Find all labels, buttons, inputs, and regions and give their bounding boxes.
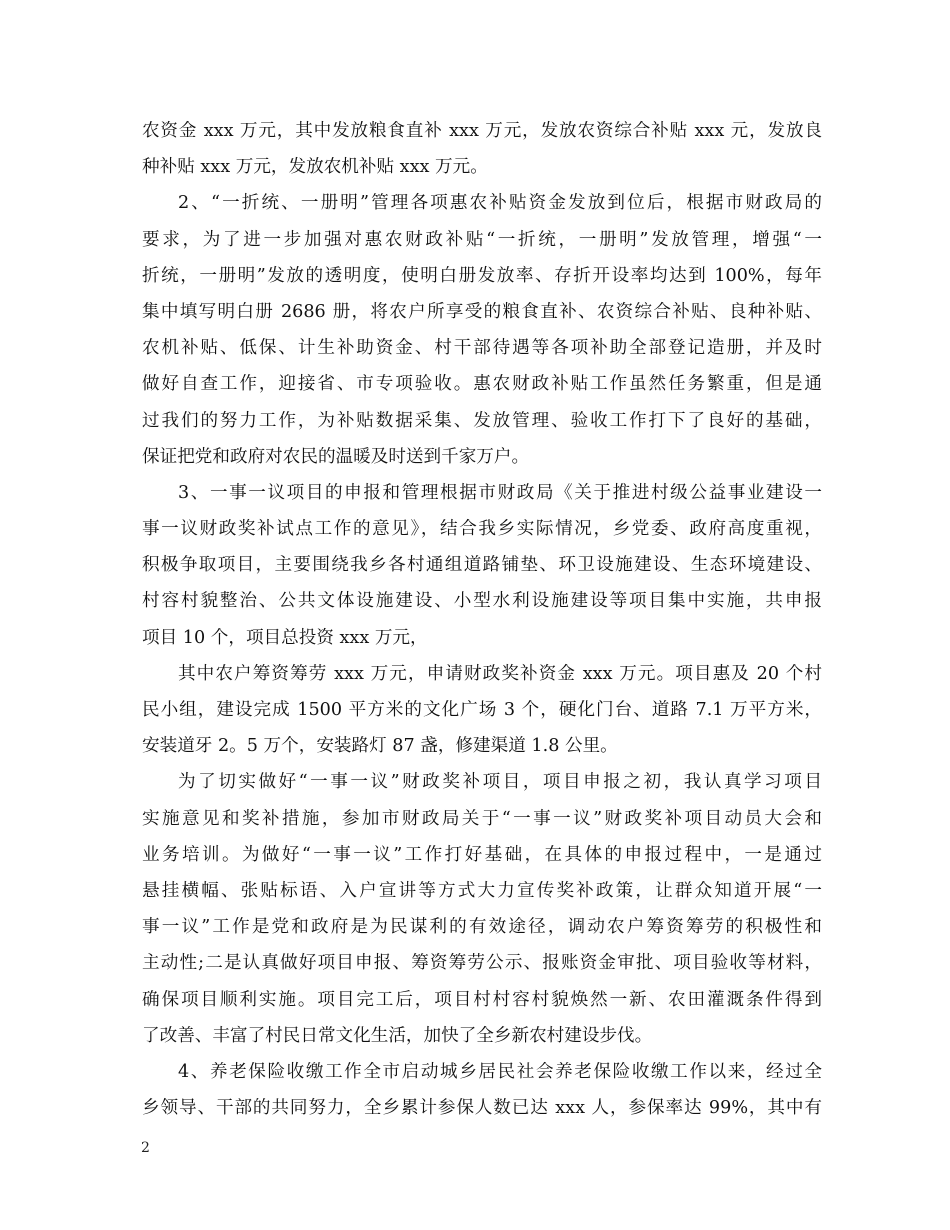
text-line: 为了切实做好“一事一议”财政奖补项目，项目申报之初，我认真学习项目 [178,772,822,793]
text-line: 2、“一折统、一册明”管理各项惠农补贴资金发放到位后，根据市财政局的 [178,193,822,214]
text-line: 实施意见和奖补措施，参加市财政局关于“一事一议”财政奖补项目动员大会和 [142,808,822,829]
document-body [142,113,822,1126]
text-line: 积极争取项目，主要围绕我乡各村通组道路铺垫、环卫设施建设、生态环境建设、 [142,555,822,576]
text-line: 了改善、丰富了村民日常文化生活，加快了全乡新农村建设步伐。 [142,1025,653,1046]
text-line: 要求，为了进一步加强对惠农财政补贴“一折统，一册明”发放管理，增强“一 [142,229,822,250]
text-line: 折统，一册明”发放的透明度，使明白册发放率、存折开设率均达到 100%，每年 [142,265,822,286]
text-line: 过我们的努力工作，为补贴数据采集、发放管理、验收工作打下了良好的基础， [142,410,822,431]
text-line: 事一议”工作是党和政府是为民谋利的有效途径，调动农户筹资筹劳的积极性和 [142,917,822,938]
text-line: 业务培训。为做好“一事一议”工作打好基础，在具体的申报过程中，一是通过 [142,844,822,865]
text-line: 4、养老保险收缴工作全市启动城乡居民社会养老保险收缴工作以来，经过全 [178,1061,822,1082]
text-line: 做好自查工作，迎接省、市专项验收。惠农财政补贴工作虽然任务繁重，但是通 [142,374,822,395]
text-line: 其中农户筹资筹劳 xxx 万元，申请财政奖补资金 xxx 万元。项目惠及 20 个村 [178,663,822,684]
text-line: 民小组，建设完成 1500 平方米的文化广场 3 个，硬化门台、道路 7.1 万平方米， [142,700,822,720]
text-line: 事一议财政奖补试点工作的意见》，结合我乡实际情况，乡党委、政府高度重视， [142,519,822,540]
text-line: 悬挂横幅、张贴标语、入户宣讲等方式大力宣传奖补政策，让群众知道开展“一 [142,880,822,901]
text-line: 村容村貌整治、公共文体设施建设、小型水利设施建设等项目集中实施，共申报 [142,591,822,612]
text-line: 安装道牙 2。5 万个，安装路灯 87 盏，修建渠道 1.8 公里。 [142,736,618,757]
text-line: 保证把党和政府对农民的温暖及时送到千家万户。 [142,446,530,467]
page-number: 2 [141,1140,150,1156]
text-line: 农机补贴、低保、计生补助资金、村干部待遇等各项补助全部登记造册，并及时 [142,338,822,359]
text-line: 农资金 xxx 万元，其中发放粮食直补 xxx 万元，发放农资综合补贴 xxx 元，发放良 [142,121,822,141]
text-line: 3、一事一议项目的申报和管理根据市财政局《关于推进村级公益事业建设一 [178,482,822,503]
text-line: 乡领导、干部的共同努力，全乡累计参保人数已达 xxx 人，参保率达 99%，其中有 [142,1098,822,1119]
text-line: 主动性;二是认真做好项目申报、筹资筹劳公示、报账资金审批、项目验收等材料， [142,953,822,974]
text-line: 确保项目顺利实施。项目完工后，项目村村容村貌焕然一新、农田灌溉条件得到 [142,989,822,1010]
text-line: 集中填写明白册 2686 册，将农户所享受的粮食直补、农资综合补贴、良种补贴、 [142,301,822,322]
text-line: 种补贴 xxx 万元，发放农机补贴 xxx 万元。 [142,157,488,178]
text-line: 项目 10 个，项目总投资 xxx 万元， [142,627,428,648]
